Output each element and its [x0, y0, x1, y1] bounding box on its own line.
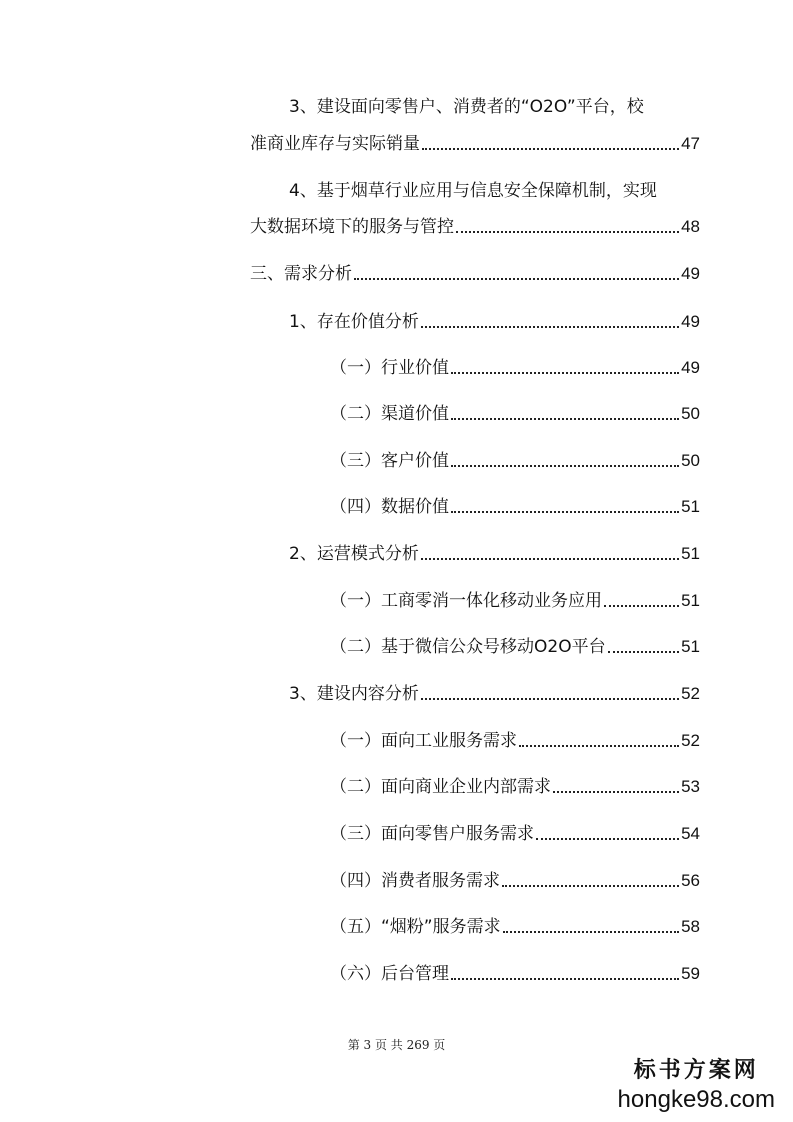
- toc-entry-title: （六）后台管理: [330, 964, 449, 984]
- toc-entry[interactable]: [289, 543, 700, 565]
- toc-entry[interactable]: [289, 311, 700, 333]
- toc-entry[interactable]: [250, 263, 700, 285]
- toc-leader-dots: [451, 977, 679, 980]
- toc-entry[interactable]: [250, 216, 700, 238]
- toc-entry-title: （一）工商零消一体化移动业务应用: [330, 591, 602, 611]
- toc-page-number: 50: [681, 404, 700, 423]
- toc-page-number: 53: [681, 777, 700, 796]
- toc-page-number: 48: [681, 217, 700, 236]
- toc-leader-dots: [422, 147, 679, 150]
- toc-leader-dots: [451, 510, 679, 513]
- toc-page-number: 54: [681, 824, 700, 843]
- toc-entry[interactable]: [330, 870, 700, 892]
- toc-page-number: 52: [681, 731, 700, 750]
- toc-leader-dots: [421, 557, 679, 560]
- toc-page-number: 56: [681, 871, 700, 890]
- toc-leader-dots: [604, 604, 679, 607]
- toc-leader-dots: [451, 417, 679, 420]
- toc-entry-title: 1、存在价值分析: [289, 312, 419, 332]
- toc-entry[interactable]: [250, 133, 700, 155]
- toc-entry[interactable]: [330, 496, 700, 518]
- toc-page-number: 51: [681, 544, 700, 563]
- toc-entry[interactable]: [289, 683, 700, 705]
- toc-entry-title: （一）行业价值: [330, 358, 449, 378]
- toc-entry[interactable]: [330, 963, 700, 985]
- toc-entry-line1: 3、建设面向零售户、消费者的“O2O”平台，校: [289, 97, 644, 117]
- toc-leader-dots: [451, 371, 679, 374]
- toc-leader-dots: [519, 744, 679, 747]
- toc-entry-title: （三）面向零售户服务需求: [330, 824, 534, 844]
- toc-page-number: 49: [681, 264, 700, 283]
- toc-entry[interactable]: [330, 776, 700, 798]
- toc-entry-title: （五）“烟粉”服务需求: [330, 917, 501, 937]
- watermark-url: hongke98.com: [617, 1086, 775, 1113]
- toc-entry-title: 准商业库存与实际销量: [250, 134, 420, 154]
- toc-page-number: 50: [681, 451, 700, 470]
- toc-leader-dots: [553, 790, 679, 793]
- toc-page-number: 51: [681, 497, 700, 516]
- toc-entry[interactable]: [330, 636, 700, 658]
- toc-leader-dots: [456, 230, 679, 233]
- toc-leader-dots: [354, 277, 679, 280]
- toc-entry-title: 3、建设内容分析: [289, 684, 419, 704]
- toc-leader-dots: [503, 930, 679, 933]
- toc-entry-title: 2、运营模式分析: [289, 544, 419, 564]
- toc-entry[interactable]: [330, 450, 700, 472]
- toc-page-number: 49: [681, 312, 700, 331]
- watermark-name: 标书方案网: [633, 1057, 759, 1083]
- toc-leader-dots: [502, 884, 679, 887]
- toc-entry-title: （二）基于微信公众号移动O2O平台: [330, 637, 606, 657]
- toc-page-number: 51: [681, 637, 700, 656]
- toc-entry-title: （一）面向工业服务需求: [330, 731, 517, 751]
- toc-entry[interactable]: [330, 823, 700, 845]
- toc-entry[interactable]: [330, 403, 700, 425]
- toc-leader-dots: [536, 837, 679, 840]
- toc-entry[interactable]: [330, 730, 700, 752]
- toc-leader-dots: [451, 464, 679, 467]
- toc-page-number: 52: [681, 684, 700, 703]
- toc-entry-title: （四）消费者服务需求: [330, 871, 500, 891]
- toc-entry[interactable]: [330, 916, 700, 938]
- toc-entry[interactable]: [330, 590, 700, 612]
- watermark-logo: [618, 1053, 775, 1114]
- toc-entry-title: （四）数据价值: [330, 497, 449, 517]
- toc-entry-title: 三、需求分析: [250, 264, 352, 284]
- toc-page-number: 59: [681, 964, 700, 983]
- toc-page-number: 47: [681, 134, 700, 153]
- toc-entry[interactable]: [330, 357, 700, 379]
- toc-entry-title: （三）客户价值: [330, 451, 449, 471]
- toc-page-number: 49: [681, 358, 700, 377]
- toc-leader-dots: [608, 650, 680, 653]
- toc-leader-dots: [421, 697, 679, 700]
- toc-page-number: 51: [681, 591, 700, 610]
- toc-entry-title: （二）面向商业企业内部需求: [330, 777, 551, 797]
- toc-page-number: 58: [681, 917, 700, 936]
- toc-leader-dots: [421, 325, 679, 328]
- toc-entry-title: 大数据环境下的服务与管控: [250, 217, 454, 237]
- toc-entry-line1: 4、基于烟草行业应用与信息安全保障机制，实现: [289, 181, 657, 201]
- toc-entry-title: （二）渠道价值: [330, 404, 449, 424]
- page-footer: 第 3 页 共 269 页: [347, 1038, 446, 1052]
